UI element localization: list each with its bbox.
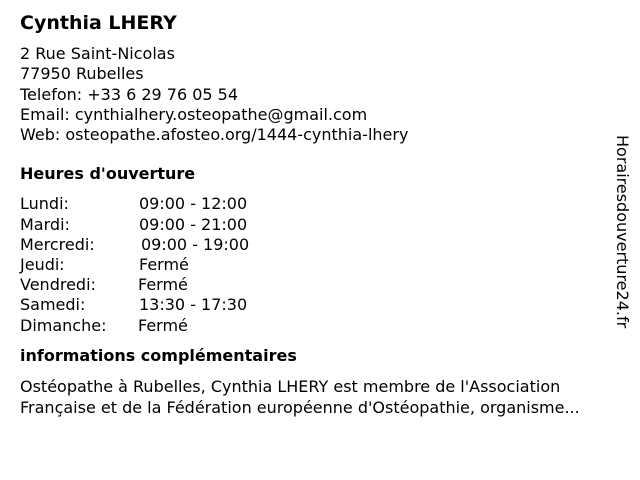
hours-row-samedi xyxy=(20,295,610,315)
day-label: Mardi: xyxy=(20,214,70,234)
web-line[interactable]: Web: osteopathe.afosteo.org/1444-cynthia-lhery xyxy=(20,125,409,145)
street-address: 2 Rue Saint-Nicolas xyxy=(20,44,175,63)
address-block xyxy=(20,44,610,145)
day-label: Vendredi: xyxy=(20,275,96,295)
city-postal: 77950 Rubelles xyxy=(20,64,144,84)
day-label: Samedi: xyxy=(20,295,86,315)
day-hours: 09:00 - 19:00 xyxy=(141,234,250,254)
info-line-2: Française et de la Fédération européenne d'Ostéopathie, organisme... xyxy=(20,397,580,417)
email-line[interactable]: Email: cynthialhery.osteopathe@gmail.com xyxy=(20,104,368,124)
day-label: Lundi: xyxy=(20,194,69,214)
business-name: Cynthia LHERY xyxy=(20,12,177,34)
info-title: informations complémentaires xyxy=(20,345,297,365)
site-watermark: Horairesdouverture24.fr xyxy=(613,135,632,329)
hours-row-mercredi xyxy=(20,235,610,255)
day-hours: 09:00 - 21:00 xyxy=(139,214,248,234)
day-label: Mercredi: xyxy=(20,234,95,254)
info-line-1: Ostéopathe à Rubelles, Cynthia LHERY est membre de l'Association xyxy=(20,376,561,396)
hours-table xyxy=(20,194,610,335)
hours-title: Heures d'ouverture xyxy=(20,164,196,184)
hours-row-mardi xyxy=(20,215,610,235)
phone-line[interactable]: Telefon: +33 6 29 76 05 54 xyxy=(20,84,239,104)
info-description xyxy=(20,376,610,418)
day-hours: Fermé xyxy=(138,275,188,295)
hours-row-vendredi xyxy=(20,275,610,295)
day-label: Jeudi: xyxy=(20,255,65,275)
day-hours: 13:30 - 17:30 xyxy=(139,295,248,315)
business-card xyxy=(20,10,610,418)
hours-row-dimanche xyxy=(20,316,610,336)
day-label: Dimanche: xyxy=(20,315,107,335)
day-hours: Fermé xyxy=(139,255,189,275)
hours-row-jeudi xyxy=(20,255,610,275)
day-hours: Fermé xyxy=(138,315,188,335)
hours-row-lundi xyxy=(20,194,610,214)
day-hours: 09:00 - 12:00 xyxy=(139,194,248,214)
